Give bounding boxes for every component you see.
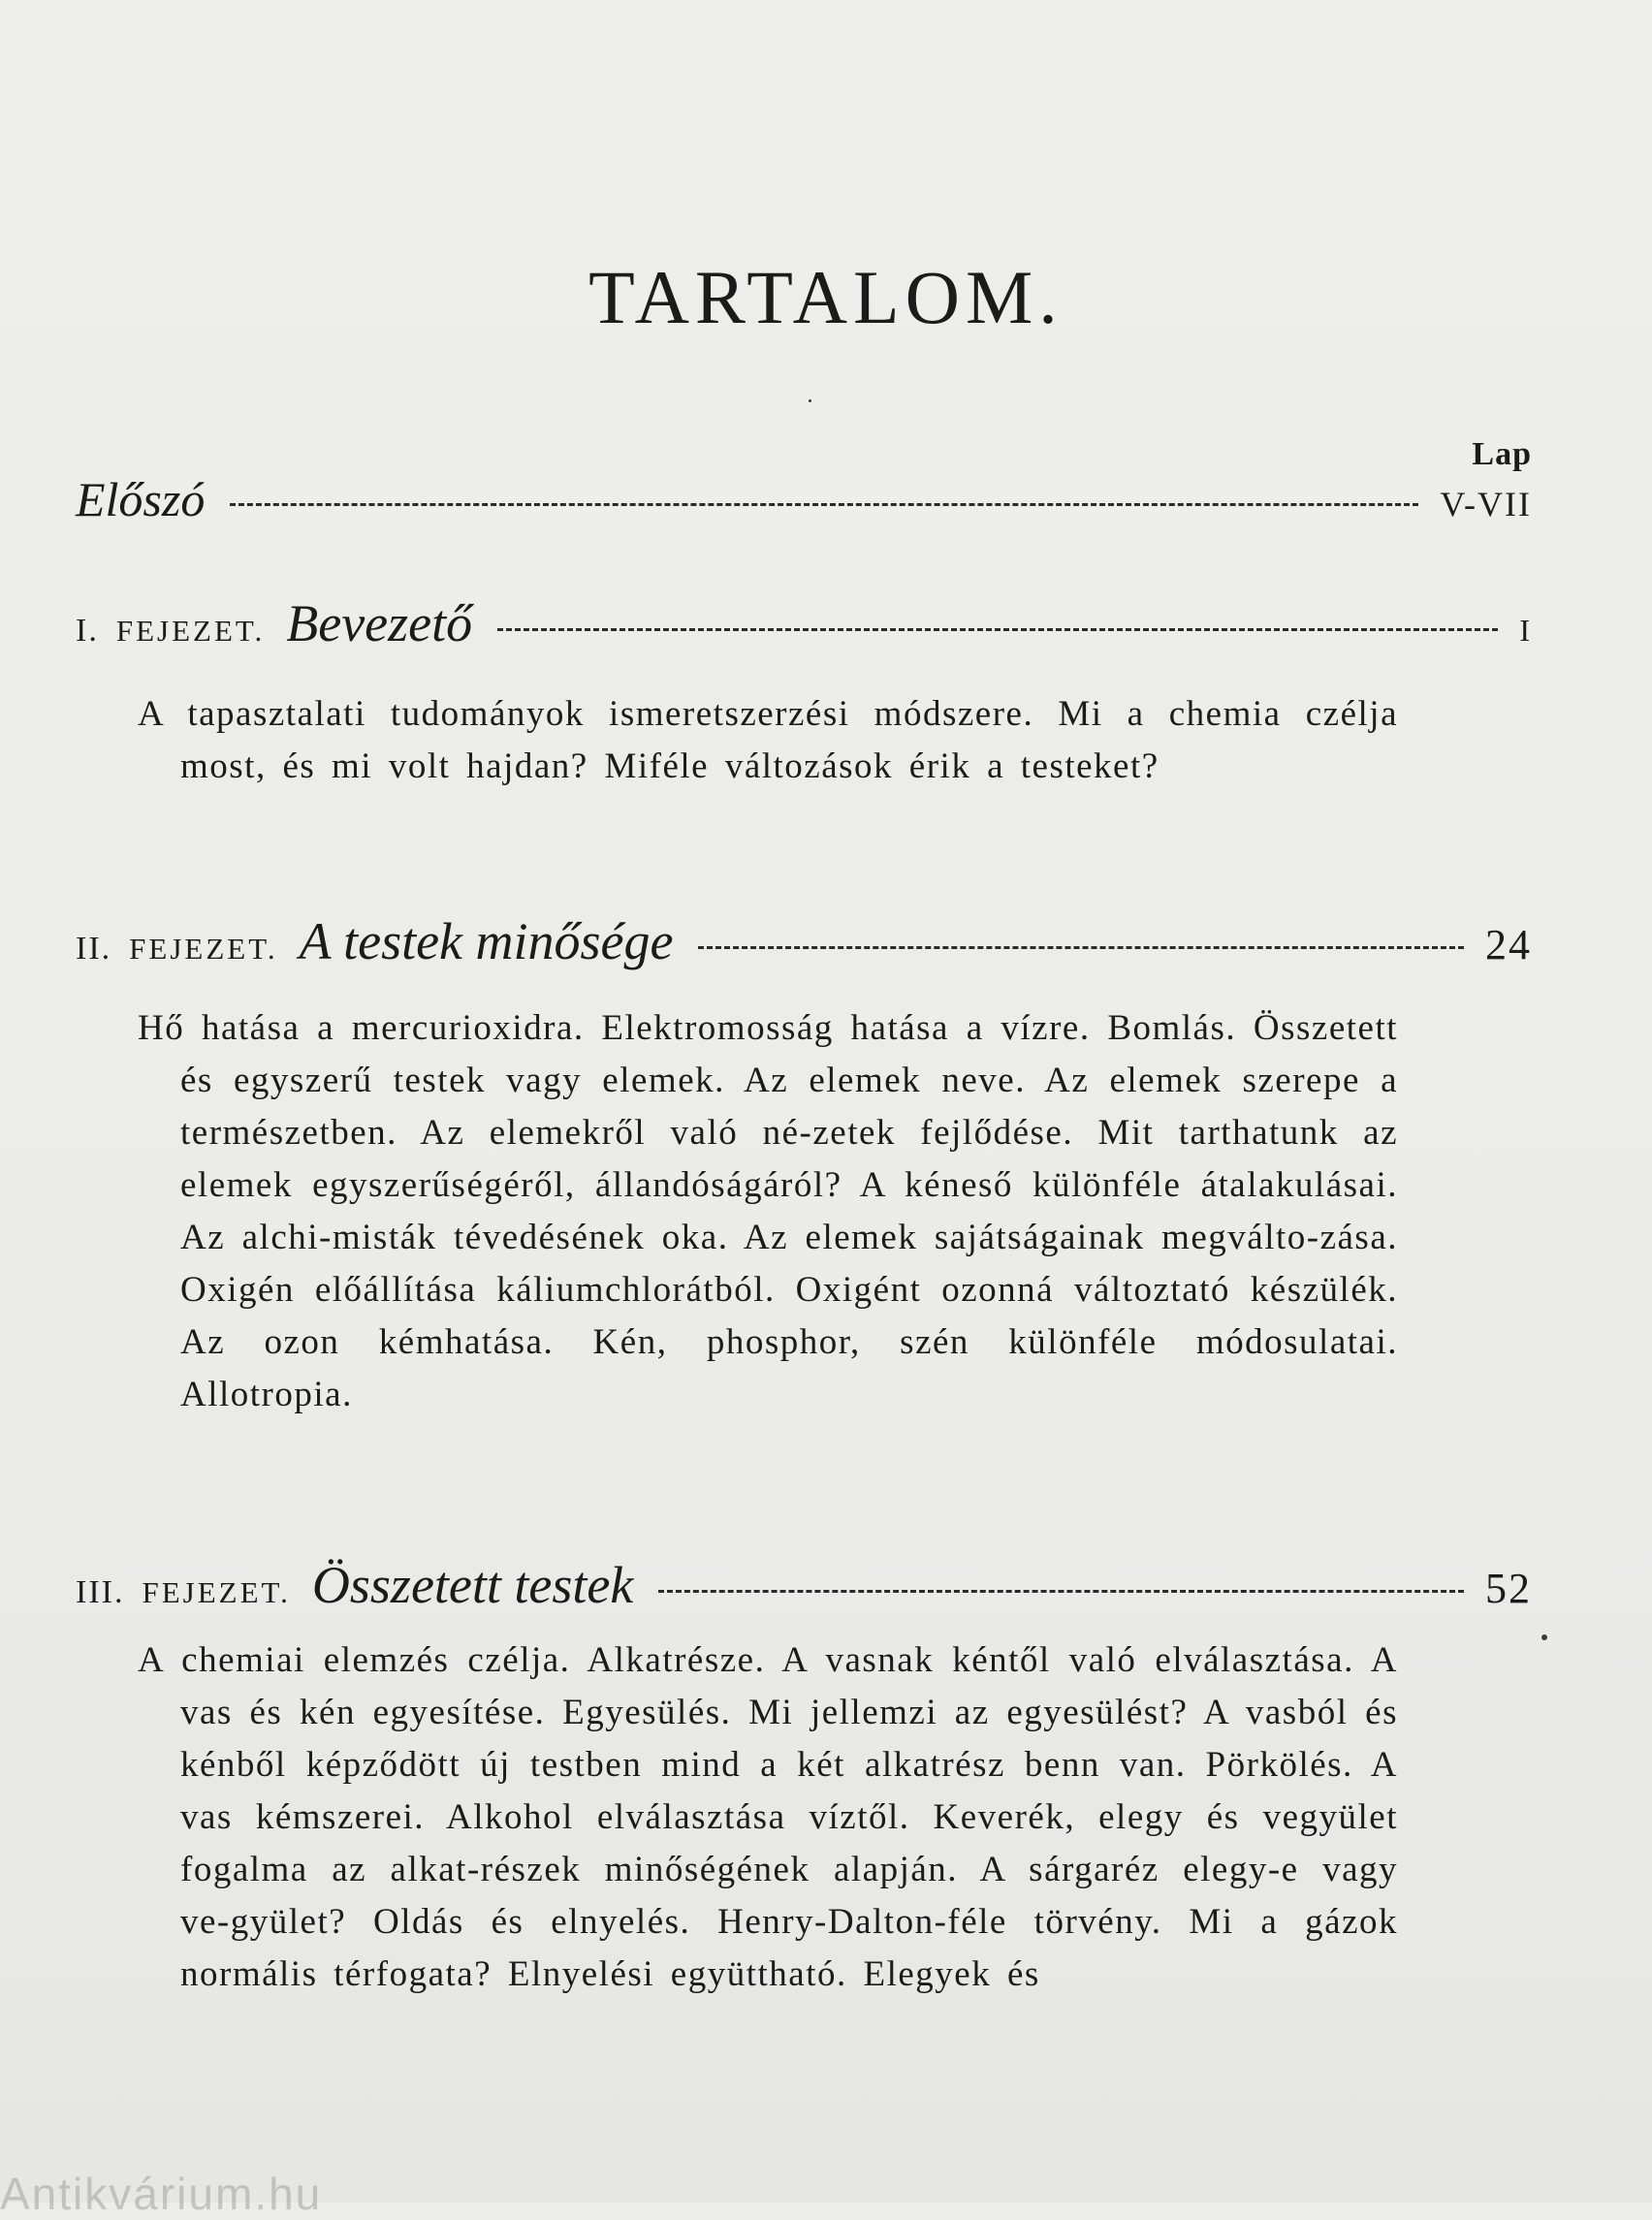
page-column-header: Lap [1472, 436, 1532, 472]
toc-entry-chapter-1 [76, 593, 1532, 653]
page-title: TARTALOM. [588, 255, 1064, 339]
entry-page-ref: 24 [1485, 921, 1532, 968]
entry-title: Bevezető [286, 594, 473, 652]
entry-page-ref: V-VII [1440, 485, 1532, 523]
entry-title: A testek minősége [299, 912, 674, 970]
chapter-2-summary: Hő hatása a mercurioxidra. Elektromosság hatása a vízre. Bomlás. Összetett és egyszerű testek vagy elemek. Az elemek neve. Az elemek szerepe a természetben. Az elemekről való né-zetek fejlődése. Mit tarthatunk az elemek egyszerűségéről, állandóságáról? A kéneső különféle átalakulásai. Az alchi-misták tévedésének oka. Az elemek sajátságainak megválto-zása. Oxigén előállítása káliumchlorátból. Oxigént ozonná változtató készülék. Az ozon kémhatása. Kén, phosphor, szén különféle módosulatai. Allotropia. [138, 1008, 1398, 1414]
ink-speck [809, 399, 811, 402]
toc-entry-chapter-3 [76, 1555, 1532, 1615]
chapter-number: III. [76, 1574, 125, 1610]
chapter-1-summary: A tapasztalati tudományok ismeretszerzési módszere. Mi a chemia czélja most, és mi volt hajdan? Miféle változások érik a testeket? [138, 694, 1398, 786]
dot-leader [230, 503, 1418, 506]
dot-leader [658, 1590, 1464, 1593]
dot-leader [497, 628, 1498, 631]
entry-page-ref: 52 [1485, 1565, 1532, 1612]
entry-title: Összetett testek [311, 1556, 634, 1614]
chapter-label: FEJEZET. [129, 932, 278, 966]
entry-title: Előszó [76, 472, 206, 526]
entry-page-ref: I [1519, 613, 1532, 648]
toc-entry-chapter-2 [76, 911, 1532, 971]
ink-speck [1541, 1634, 1547, 1640]
toc-entry-preface [76, 471, 1532, 527]
watermark: Antikvárium.hu [0, 2169, 323, 2219]
chapter-label: FEJEZET. [142, 1575, 291, 1609]
chapter-3-summary: A chemiai elemzés czélja. Alkatrésze. A vasnak kéntől való elválasztása. A vas és kén egyesítése. Egyesülés. Mi jellemzi az egyesülést? A vasból és kénből képződött új testben mind a két alkatrész benn van. Pörkölés. A vas kémszerei. Alkohol elválasztása víztől. Keverék, elegy és vegyület fogalma az alkat-részek minőségének alapján. A sárgaréz elegy-e vagy ve-gyület? Oldás és elnyelés. Henry-Dalton-féle törvény. Mi a gázok normális térfogata? Elnyelési együttható. Elegyek és [138, 1640, 1398, 1994]
chapter-number: II. [76, 931, 112, 967]
dot-leader [698, 946, 1464, 949]
chapter-label: FEJEZET. [115, 614, 266, 648]
chapter-number: I. [76, 613, 99, 649]
